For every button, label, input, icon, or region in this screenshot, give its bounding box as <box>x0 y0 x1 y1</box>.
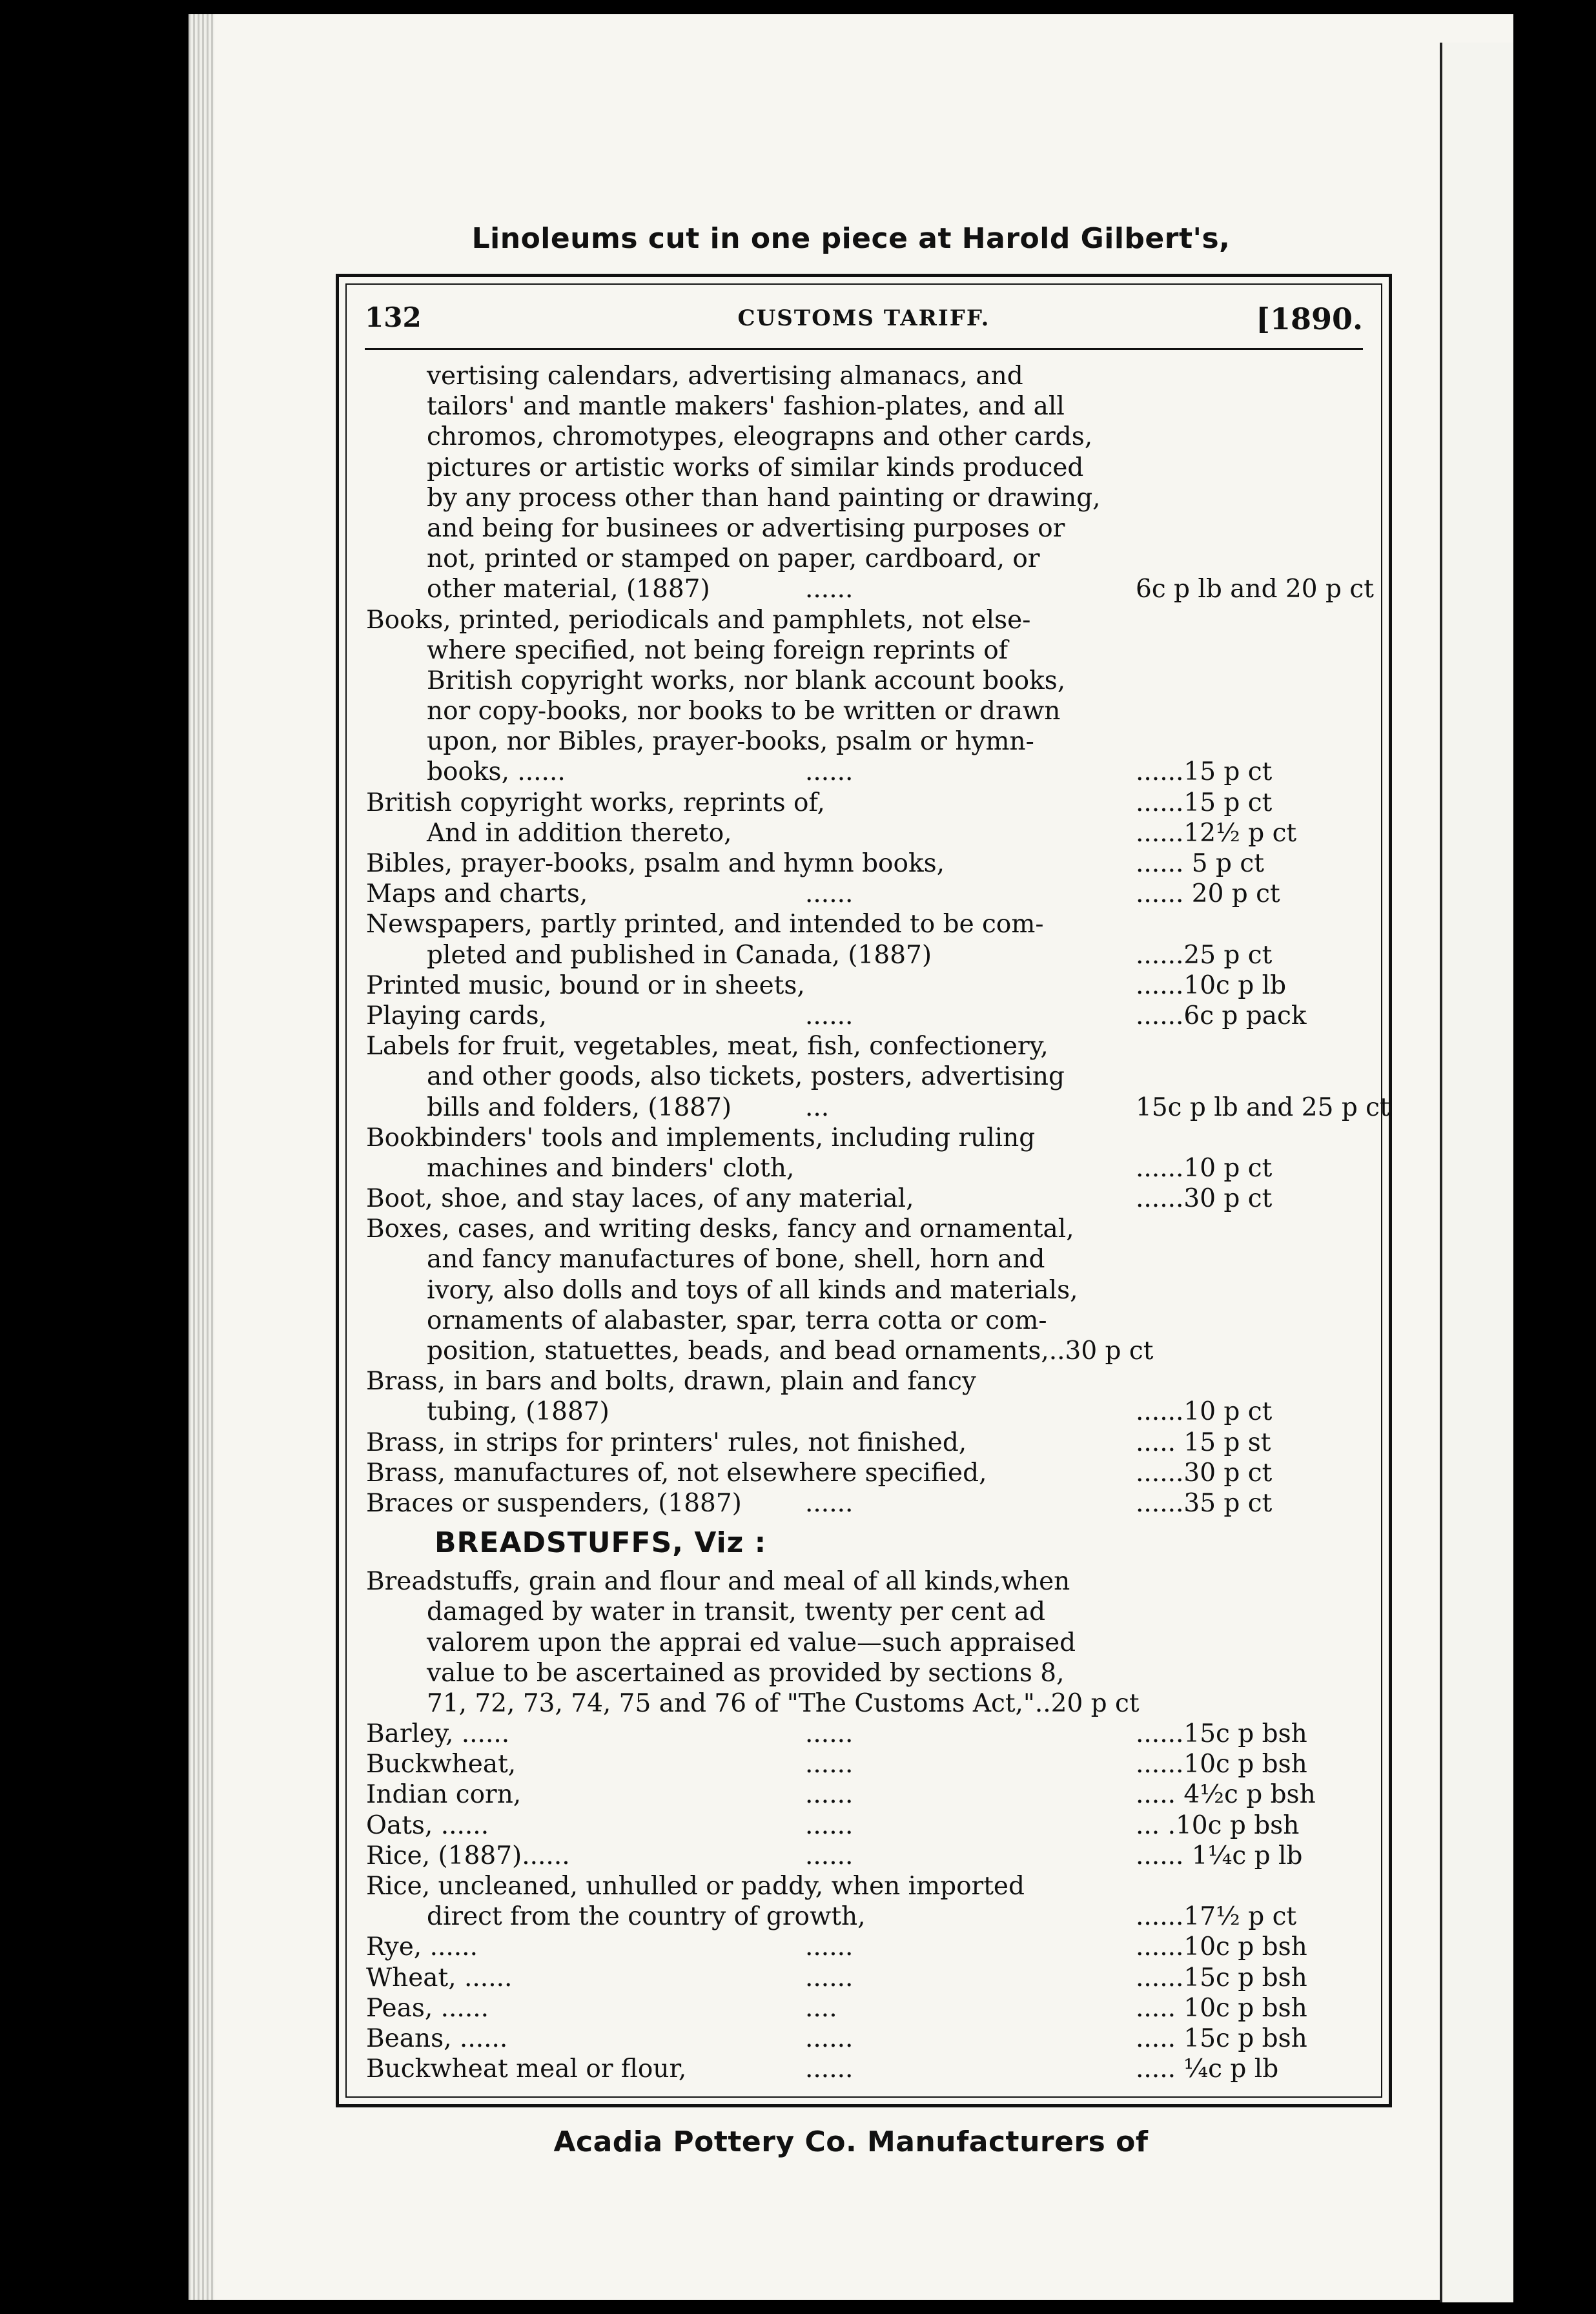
tariff-line <box>366 1366 1366 1397</box>
tariff-line-text: Rye, ...... <box>366 1932 478 1962</box>
tariff-line-rate: ......17½ p ct <box>1136 1902 1297 1932</box>
tariff-line-text: Buckwheat meal or flour, <box>366 2054 687 2084</box>
tariff-line-text: Brass, manufactures of, not elsewhere specified, <box>366 1458 987 1488</box>
tariff-line-rate: ......15c p bsh <box>1136 1963 1307 1992</box>
tariff-line-leader: ...... <box>805 1780 854 1810</box>
tariff-line <box>366 1031 1366 1061</box>
tariff-line-rate: ......30 p ct <box>1136 1458 1273 1488</box>
tariff-line-text: ivory, also dolls and toys of all kinds and materials, <box>427 1275 1078 1305</box>
tariff-line <box>366 1214 1366 1244</box>
tariff-list <box>366 361 1390 1519</box>
tariff-line-text: Boxes, cases, and writing desks, fancy and ornamental, <box>366 1214 1074 1244</box>
tariff-line <box>366 574 1374 604</box>
tariff-line-leader: ...... <box>805 2023 854 2053</box>
tariff-line-rate: ...... 1¼c p lb <box>1136 1841 1303 1870</box>
tariff-line-rate: ..... 4½c p bsh <box>1136 1780 1316 1810</box>
tariff-line-text: Peas, ...... <box>366 1993 489 2023</box>
tariff-line <box>366 1153 1366 1183</box>
tariff-line <box>366 696 1366 726</box>
tariff-line-rate: ......25 p ct <box>1136 940 1273 970</box>
tariff-line-leader: ...... <box>805 1810 854 1840</box>
tariff-line <box>366 391 1366 422</box>
tariff-line-text: other material, (1887) <box>427 575 710 604</box>
tariff-line-rate: ......10c p bsh <box>1136 1932 1307 1962</box>
tariff-line <box>366 970 1366 1001</box>
tariff-line <box>366 1688 1366 1719</box>
tariff-line-text: And in addition thereto, <box>427 818 732 848</box>
tariff-line <box>366 1275 1366 1305</box>
tariff-line-leader: ...... <box>805 2054 854 2084</box>
tariff-line <box>366 1810 1366 1841</box>
tariff-line-text: Printed music, bound or in sheets, <box>366 970 805 1000</box>
tariff-line <box>366 1183 1366 1214</box>
tariff-line <box>366 1336 1366 1366</box>
tariff-line-rate: ..... ¼c p lb <box>1136 2054 1279 2084</box>
book-page <box>189 14 1513 2300</box>
tariff-line <box>366 909 1366 939</box>
tariff-line-text: tailors' and mantle makers' fashion-plates, and all <box>427 392 1065 422</box>
tariff-line-rate: ..... 10c p bsh <box>1136 1993 1307 2023</box>
tariff-line-rate: ...... 5 p ct <box>1136 849 1264 878</box>
tariff-line <box>366 1901 1366 1932</box>
tariff-line-rate: ......15 p ct <box>1136 757 1273 787</box>
tariff-line-text: Brass, in bars and bolts, drawn, plain and fancy <box>366 1367 977 1397</box>
tariff-line <box>366 605 1366 635</box>
tariff-line <box>366 1749 1366 1779</box>
breadstuffs-list <box>366 1566 1366 2084</box>
tariff-line-text: Labels for fruit, vegetables, meat, fish, confectionery, <box>366 1032 1049 1061</box>
tariff-line-text: 71, 72, 73, 74, 75 and 76 of "The Customs Act,"..20 p ct <box>427 1688 1140 1718</box>
tariff-line-text: and being for businees or advertising purposes or <box>427 513 1065 543</box>
tariff-line <box>366 1871 1366 1901</box>
tariff-line-rate: ... .10c p bsh <box>1136 1810 1300 1840</box>
tariff-line <box>366 818 1366 848</box>
tariff-line <box>366 1061 1366 1092</box>
page-frame <box>336 274 1392 2107</box>
tariff-line <box>366 940 1366 970</box>
page-title: CUSTOMS TARIFF. <box>737 305 990 331</box>
tariff-line <box>366 1244 1366 1275</box>
tariff-line-rate: ......15 p ct <box>1136 788 1273 817</box>
tariff-line-text: chromos, chromotypes, eleograpns and other cards, <box>427 422 1093 452</box>
tariff-line-text: damaged by water in transit, twenty per cent ad <box>427 1597 1046 1627</box>
tariff-line <box>366 1658 1366 1688</box>
tariff-line-leader: ...... <box>805 1963 854 1992</box>
tariff-line-text: pictures or artistic works of similar kinds produced <box>427 453 1084 482</box>
tariff-line-text: Barley, ...... <box>366 1719 510 1749</box>
tariff-line <box>366 726 1366 757</box>
tariff-line-text: machines and binders' cloth, <box>427 1153 795 1183</box>
tariff-line <box>366 848 1366 879</box>
tariff-line <box>366 635 1366 666</box>
tariff-line-rate: ......15c p bsh <box>1136 1719 1307 1749</box>
tariff-line-text: Books, printed, periodicals and pamphlets, not else- <box>366 605 1031 635</box>
tariff-line-leader: ...... <box>805 1841 854 1870</box>
tariff-line <box>366 1932 1366 1962</box>
tariff-line <box>366 2054 1366 2084</box>
tariff-line <box>366 1841 1366 1871</box>
tariff-line-text: Rice, (1887)...... <box>366 1841 570 1870</box>
tariff-line-text: valorem upon the apprai ed value—such appraised <box>427 1628 1076 1657</box>
tariff-line-rate: 6c p lb and 20 p ct <box>1136 575 1374 604</box>
tariff-line-text: position, statuettes, beads, and bead ornaments,..30 p ct <box>427 1336 1154 1366</box>
tariff-line-text: British copyright works, reprints of, <box>366 788 825 817</box>
tariff-line-rate: ......30 p ct <box>1136 1184 1273 1214</box>
tariff-line <box>366 1001 1366 1031</box>
tariff-line-rate: ......10 p ct <box>1136 1397 1273 1427</box>
tariff-line <box>366 1092 1390 1123</box>
tariff-line-leader: ...... <box>805 1932 854 1962</box>
tariff-line <box>366 1458 1366 1488</box>
tariff-line <box>366 1123 1366 1153</box>
tariff-line-rate: ..... 15c p bsh <box>1136 2023 1307 2053</box>
tariff-line-text: bills and folders, (1887) <box>427 1092 732 1122</box>
tariff-line-text: Brass, in strips for printers' rules, not finished, <box>366 1428 967 1457</box>
tariff-line-leader: ...... <box>805 757 854 787</box>
tariff-line <box>366 666 1366 696</box>
tariff-line-leader: ...... <box>805 575 854 604</box>
tariff-line <box>366 2023 1366 2054</box>
tariff-line-text: British copyright works, nor blank account books, <box>427 666 1066 695</box>
tariff-line <box>366 879 1366 909</box>
tariff-line-leader: ...... <box>805 1750 854 1779</box>
tariff-line <box>366 1428 1366 1458</box>
tariff-line-text: nor copy-books, nor books to be written or drawn <box>427 697 1061 726</box>
tariff-line-text: ornaments of alabaster, spar, terra cotta or com- <box>427 1305 1047 1335</box>
tariff-line-text: Maps and charts, <box>366 879 588 909</box>
tariff-line-text: and fancy manufactures of bone, shell, horn and <box>427 1245 1045 1275</box>
tariff-line <box>366 788 1366 818</box>
tariff-line-text: Indian corn, <box>366 1780 522 1810</box>
tariff-line <box>366 544 1366 574</box>
tariff-body <box>366 361 1390 2084</box>
tariff-line <box>366 1993 1366 2023</box>
tariff-line-text: Oats, ...... <box>366 1810 489 1840</box>
tariff-line <box>366 361 1366 391</box>
running-header <box>365 302 1363 340</box>
tariff-line-rate: ......12½ p ct <box>1136 818 1297 848</box>
tariff-line <box>366 1779 1366 1810</box>
tariff-line-rate: ......35 p ct <box>1136 1488 1273 1518</box>
tariff-line <box>366 483 1366 513</box>
tariff-line-text: not, printed or stamped on paper, cardboard, or <box>427 544 1040 574</box>
tariff-line-text: Braces or suspenders, (1887) <box>366 1488 742 1518</box>
tariff-line-text: Breadstuffs, grain and flour and meal of all kinds,when <box>366 1567 1070 1597</box>
tariff-line-rate: ......10c p bsh <box>1136 1750 1307 1779</box>
tariff-line <box>366 1488 1366 1519</box>
tariff-line-leader: ...... <box>805 879 854 909</box>
tariff-line-leader: .... <box>805 1993 837 2023</box>
tariff-line <box>366 1719 1366 1749</box>
tariff-line-text: Boot, shoe, and stay laces, of any material, <box>366 1184 914 1214</box>
page-year: [1890. <box>1256 302 1363 336</box>
page-edge <box>189 14 214 2300</box>
facing-page-edge <box>1440 43 1513 2302</box>
tariff-line-rate: 15c p lb and 25 p ct <box>1136 1092 1390 1122</box>
tariff-line-text: upon, nor Bibles, prayer-books, psalm or hymn- <box>427 727 1034 757</box>
tariff-line-text: Bookbinders' tools and implements, including ruling <box>366 1123 1036 1152</box>
section-heading: BREADSTUFFS, Viz : <box>435 1526 767 1560</box>
tariff-line-text: value to be ascertained as provided by sections 8, <box>427 1658 1065 1688</box>
tariff-line <box>366 1305 1366 1336</box>
tariff-line-text: and other goods, also tickets, posters, advertising <box>427 1062 1065 1092</box>
tariff-line-leader: ...... <box>805 1001 854 1030</box>
tariff-line-rate: ...... 20 p ct <box>1136 879 1280 909</box>
tariff-line <box>366 1397 1366 1427</box>
tariff-line-rate: ......10c p lb <box>1136 970 1287 1000</box>
tariff-line <box>366 453 1366 483</box>
tariff-line-text: where specified, not being foreign reprints of <box>427 635 1008 665</box>
tariff-line-text: Beans, ...... <box>366 2023 508 2053</box>
tariff-line <box>366 1566 1366 1597</box>
tariff-line-leader: ...... <box>805 1719 854 1749</box>
tariff-line-text: direct from the country of growth, <box>427 1902 866 1932</box>
tariff-line-text: Rice, uncleaned, unhulled or paddy, when imported <box>366 1872 1025 1901</box>
tariff-line-text: by any process other than hand painting or drawing, <box>427 483 1101 513</box>
tariff-line-rate: ......6c p pack <box>1136 1001 1307 1030</box>
tariff-line-text: books, ...... <box>427 757 566 787</box>
tariff-line-text: Playing cards, <box>366 1001 547 1030</box>
tariff-line-text: vertising calendars, advertising almanacs, and <box>427 362 1023 391</box>
bottom-advertisement: Acadia Pottery Co. Manufacturers of <box>553 2125 1149 2158</box>
tariff-line-leader: ...... <box>805 1488 854 1518</box>
tariff-line <box>366 1628 1366 1658</box>
tariff-line-text: Wheat, ...... <box>366 1963 513 1992</box>
tariff-line <box>366 757 1366 787</box>
tariff-line <box>366 513 1366 544</box>
tariff-line <box>366 422 1366 452</box>
tariff-line-text: Bibles, prayer-books, psalm and hymn books, <box>366 849 945 878</box>
tariff-line-text: tubing, (1887) <box>427 1397 609 1427</box>
tariff-line-text: Buckwheat, <box>366 1750 517 1779</box>
page-number: 132 <box>365 302 422 333</box>
tariff-line-rate: ..... 15 p st <box>1136 1428 1271 1457</box>
header-rule <box>365 348 1363 350</box>
tariff-line-text: pleted and published in Canada, (1887) <box>427 940 932 970</box>
tariff-line <box>366 1963 1366 1993</box>
top-advertisement: Linoleums cut in one piece at Harold Gilbert's, <box>471 222 1231 255</box>
tariff-line <box>366 1597 1366 1627</box>
tariff-line-leader: ... <box>805 1092 830 1122</box>
tariff-line-text: Newspapers, partly printed, and intended to be com- <box>366 910 1044 939</box>
tariff-line-rate: ......10 p ct <box>1136 1153 1273 1183</box>
